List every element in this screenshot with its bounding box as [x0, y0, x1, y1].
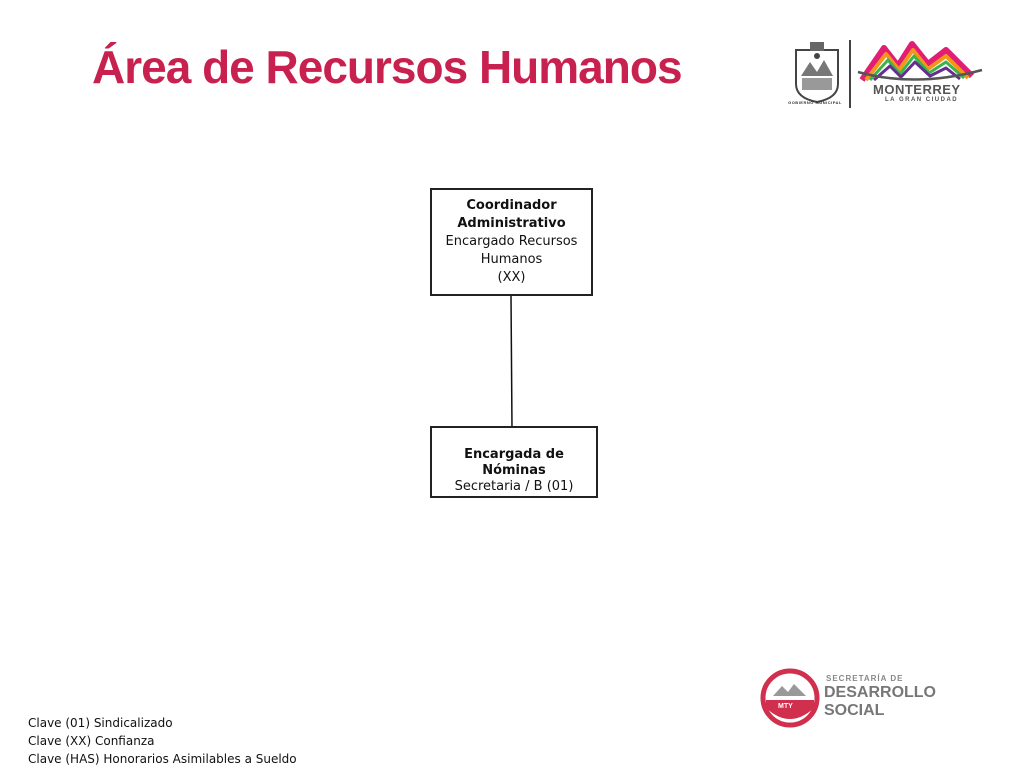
- legend: [28, 714, 297, 768]
- org-box-payroll: [430, 426, 598, 498]
- page-title: Área de Recursos Humanos: [92, 41, 682, 93]
- legend-item: Clave (HAS) Honorarios Asimilables a Sueldo: [28, 752, 297, 766]
- legend-item: Clave (XX) Confianza: [28, 734, 155, 748]
- seal-caption: GOBIERNO MUNICIPAL: [788, 100, 842, 105]
- mountain-logo-icon: [858, 44, 982, 80]
- mty-badge-text: MTY: [778, 703, 793, 710]
- connector-line: [511, 296, 512, 429]
- coordinator-role: Coordinador Administrativo: [457, 198, 566, 231]
- secretariat-name-2: SOCIAL: [824, 702, 885, 719]
- coordinator-key: (XX): [497, 270, 526, 285]
- coordinator-detail: Encargado Recursos Humanos: [445, 234, 578, 267]
- secretariat-label: SECRETARÍA DE: [826, 674, 904, 683]
- municipal-seal-icon: [796, 42, 838, 102]
- org-box-coordinator: [430, 188, 593, 296]
- legend-item: Clave (01) Sindicalizado: [28, 716, 173, 730]
- mty-badge-icon: [763, 671, 817, 725]
- payroll-role: Encargada de Nóminas: [464, 447, 564, 478]
- city-tagline: LA GRAN CIUDAD: [885, 97, 959, 103]
- secretariat-name-1: DESARROLLO: [824, 684, 936, 701]
- payroll-detail: Secretaria / B (01): [454, 479, 574, 494]
- city-name: MONTERREY: [873, 82, 961, 97]
